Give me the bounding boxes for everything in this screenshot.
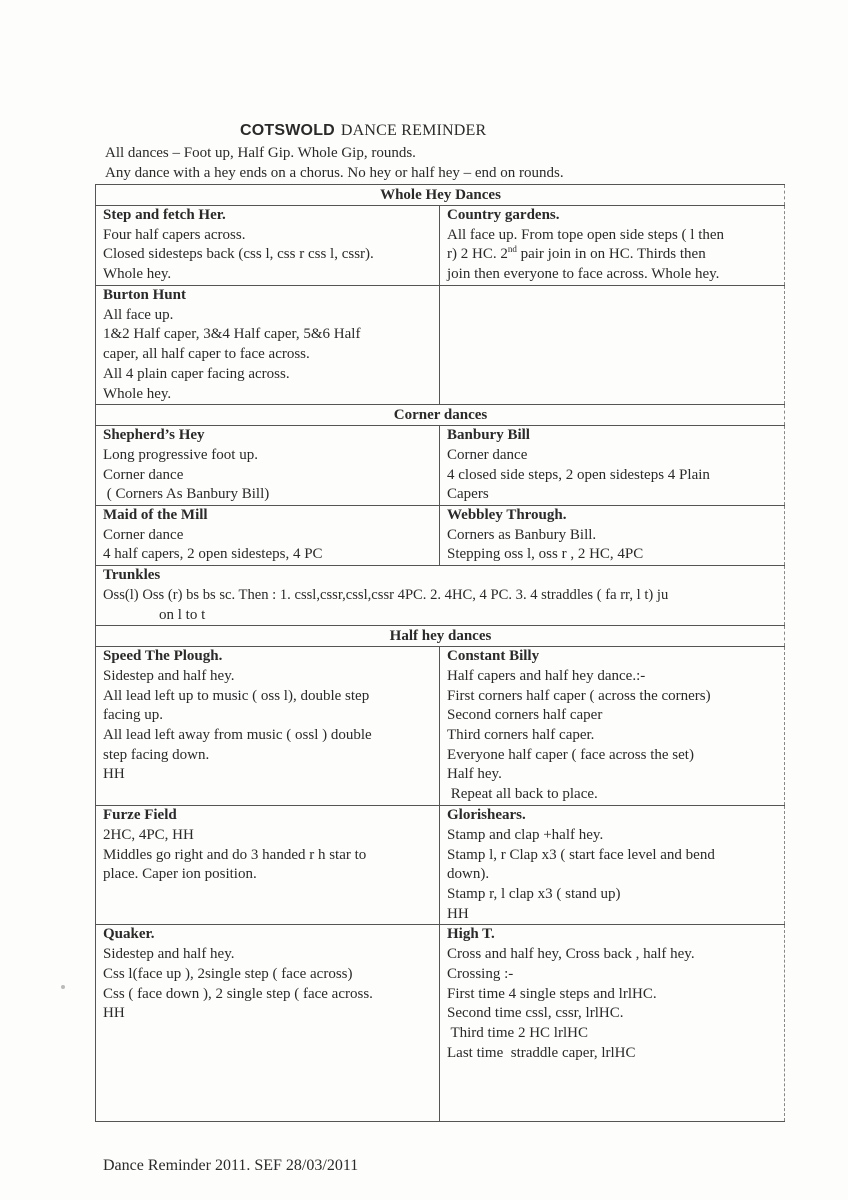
dance-step: Stepping oss l, oss r , 2 HC, 4PC [447,546,644,563]
dance-name: Trunkles [103,567,161,584]
dance-cell-burton-hunt [96,286,440,405]
section-row-corner [96,405,785,426]
table-row [96,286,785,405]
dance-name: Glorishears. [447,807,526,824]
dance-step: Closed sidesteps back (css l, css r css l, cssr). [103,246,374,263]
dance-step: All lead left up to music ( oss l), double step [103,687,370,704]
table-row [96,647,785,806]
dance-name: Step and fetch Her. [103,207,226,223]
dance-step: Css ( face down ), 2 single step ( face across. [103,985,373,1002]
scan-speck [61,985,65,989]
dance-cell-step-and-fetch-her [96,206,440,286]
dance-name: Maid of the Mill [103,507,208,524]
dance-cell-high-t [440,925,785,1122]
dance-table [95,184,785,1122]
dance-step-part: pair join in on HC. Thirds then [516,246,706,263]
dance-step: 1&2 Half caper, 3&4 Half caper, 5&6 Half [103,326,361,343]
dance-name: Burton Hunt [103,287,186,303]
title-cotswold: COTSWOLD [240,122,335,139]
dance-step-part: r) 2 HC. 2 [447,246,508,263]
section-row-whole-hey [96,185,785,206]
dance-step: Whole hey. [103,385,172,402]
dance-step: Half capers and half hey dance.:- [447,667,646,684]
dance-step: ( Corners As Banbury Bill) [103,486,270,503]
table-row [96,806,785,925]
dance-step: 4 closed side steps, 2 open sidesteps 4 Plain [447,466,710,483]
dance-name: Webbley Through. [447,507,567,524]
dance-name: Speed The Plough. [103,648,223,665]
dance-step: on l to t [159,606,206,623]
section-heading-whole-hey: Whole Hey Dances [96,185,785,206]
dance-step: Sidestep and half hey. [103,946,235,963]
dance-step: First time 4 single steps and lrlHC. [447,985,657,1002]
dance-cell-quaker [96,925,440,1122]
dance-step: join then everyone to face across. Whole hey. [447,266,720,283]
title-dance-reminder: DANCE REMINDER [340,122,487,139]
dance-step: Half hey. [447,766,502,783]
dance-name: Banbury Bill [447,427,530,444]
dance-step: Corners as Banbury Bill. [447,526,597,543]
dance-cell-constant-billy [440,647,785,806]
dance-step: Corner dance [103,466,184,483]
dance-step: 2HC, 4PC, HH [103,826,194,843]
table-row [96,506,785,566]
dance-cell-banbury-bill [440,426,785,506]
dance-cell-shepherds-hey [96,426,440,506]
section-row-half-hey [96,626,785,647]
dance-step: Four half capers across. [103,226,246,243]
dance-step: Corner dance [447,446,528,463]
dance-step: down). [447,866,490,883]
dance-cell-speed-the-plough [96,647,440,806]
dance-step: HH [447,905,469,922]
dance-step: Stamp and clap +half hey. [447,826,604,843]
dance-name: Shepherd’s Hey [103,427,205,444]
dance-step [447,245,778,265]
dance-cell-furze-field [96,806,440,925]
intro-line-all-dances: All dances – Foot up, Half Gip. Whole Gip, rounds. [105,145,416,161]
table-row [96,925,785,1122]
dance-step: Whole hey. [103,266,172,283]
dance-step: caper, all half caper to face across. [103,346,310,363]
dance-name: High T. [447,926,495,943]
dance-step: Long progressive foot up. [103,446,258,463]
table-row [96,426,785,506]
dance-step: Second time cssl, cssr, lrlHC. [447,1005,624,1022]
dance-step: All face up. From tope open side steps ( l then [447,226,725,243]
dance-step: place. Caper ion position. [103,866,257,883]
dance-step: Third time 2 HC lrlHC [447,1024,588,1041]
document-title [240,122,486,140]
dance-cell-trunkles [96,566,785,626]
dance-step: Repeat all back to place. [447,786,598,803]
table-row [96,566,785,626]
footer-text: Dance Reminder 2011. SEF 28/03/2011 [103,1157,359,1174]
dance-step: Stamp l, r Clap x3 ( start face level and bend [447,846,715,863]
dance-step: HH [103,766,125,783]
dance-step: Capers [447,486,489,503]
dance-cell-glorishears [440,806,785,925]
dance-step: step facing down. [103,746,210,763]
dance-step: Css l(face up ), 2single step ( face across) [103,965,353,982]
dance-step: HH [103,1005,125,1022]
dance-name: Furze Field [103,807,177,824]
dance-step: All 4 plain caper facing across. [103,365,290,382]
dance-step: Sidestep and half hey. [103,667,235,684]
dance-step: Last time straddle caper, lrlHC [447,1044,636,1061]
dance-step: Everyone half caper ( face across the set) [447,746,694,763]
dance-step: Second corners half caper [447,707,603,724]
section-heading-corner-dances: Corner dances [96,405,785,426]
dance-name: Country gardens. [447,207,560,223]
section-heading-half-hey-dances: Half hey dances [96,626,785,647]
dance-step: Oss(l) Oss (r) bs bs sc. Then : 1. cssl,cssr,cssl,cssr 4PC. 2. 4HC, 4 PC. 3. 4 straddles ( fa rr, l t) ju [103,586,669,603]
dance-step: Stamp r, l clap x3 ( stand up) [447,886,621,903]
dance-cell-country-gardens [440,206,785,286]
dance-step: First corners half caper ( across the corners) [447,687,711,704]
intro-line-hey-rule: Any dance with a hey ends on a chorus. No hey or half hey – end on rounds. [105,165,564,181]
dance-step: Crossing :- [447,965,514,982]
dance-step: facing up. [103,707,163,724]
dance-step: Corner dance [103,526,184,543]
dance-step: Third corners half caper. [447,727,595,744]
dance-step: 4 half capers, 2 open sidesteps, 4 PC [103,546,323,563]
table-row [96,206,785,286]
dance-name: Quaker. [103,926,155,943]
dance-step: All face up. [103,306,174,323]
dance-cell-webbley-through [440,506,785,566]
dance-name: Constant Billy [447,648,540,665]
dance-cell-maid-of-the-mill [96,506,440,566]
dance-step: All lead left away from music ( ossl ) double [103,727,372,744]
empty-cell [440,286,785,405]
superscript-nd: nd [507,244,517,255]
dance-step: Middles go right and do 3 handed r h star to [103,846,367,863]
dance-step: Cross and half hey, Cross back , half hey. [447,946,695,963]
